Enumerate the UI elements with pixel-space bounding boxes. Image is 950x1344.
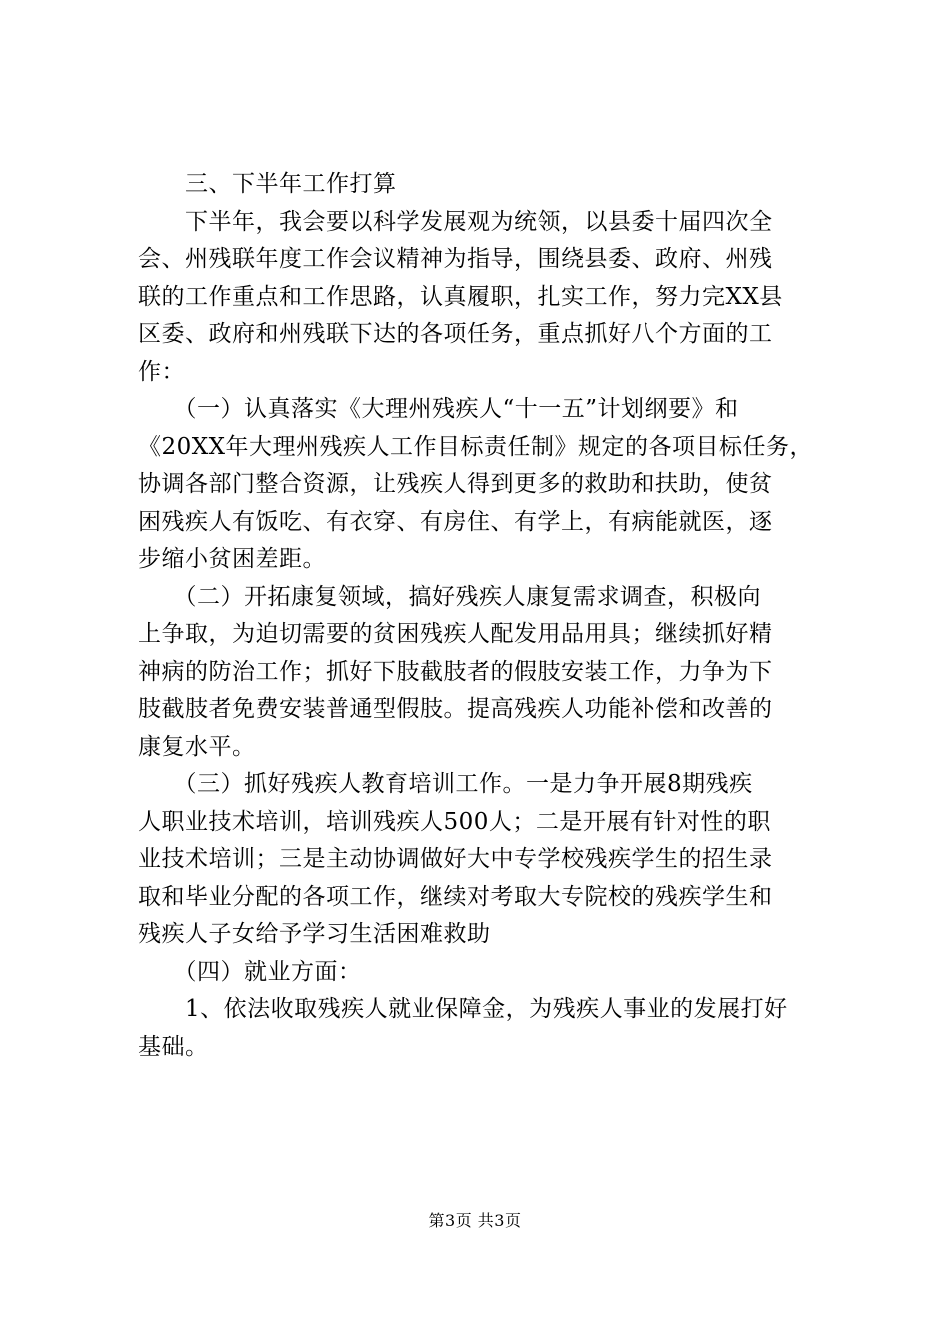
paragraph-line: 神病的防治工作；抓好下肢截肢者的假肢安装工作，力争为下: [138, 658, 773, 685]
paragraph-line: 会、州残联年度工作会议精神为指导，围绕县委、政府、州残: [138, 246, 773, 272]
subsection-heading: （四）就业方面：: [138, 958, 362, 985]
paragraph-line: 步缩小贫困差距。: [138, 546, 326, 572]
paragraph-line: 《20XX年大理州残疾人工作目标责任制》规定的各项目标任务，: [138, 433, 814, 460]
paragraph-line: 联的工作重点和工作思路，认真履职，扎实工作，努力完XX县: [138, 283, 783, 310]
paragraph-line: 上争取，为迫切需要的贫困残疾人配发用品用具；继续抓好精: [138, 621, 773, 647]
paragraph-line: 基础。: [138, 1033, 209, 1060]
paragraph-line: 残疾人子女给予学习生活困难救助: [138, 921, 491, 947]
paragraph-line: （二）开拓康复领域，搞好残疾人康复需求调查，积极向: [138, 583, 761, 610]
paragraph-line: 困残疾人有饭吃、有衣穿、有房住、有学上，有病能就医，逐: [138, 508, 773, 535]
section-heading: 三、下半年工作打算: [138, 171, 397, 197]
paragraph-line: 区委、政府和州残联下达的各项任务，重点抓好八个方面的工: [138, 321, 773, 347]
paragraph-line: （三）抓好残疾人教育培训工作。一是力争开展8期残疾: [138, 771, 753, 797]
paragraph-line: 业技术培训；三是主动协调做好大中专学校残疾学生的招生录: [138, 846, 773, 872]
paragraph-line: 康复水平。: [138, 733, 256, 760]
paragraph-line: 协调各部门整合资源，让残疾人得到更多的救助和扶助，使贫: [138, 471, 773, 497]
paragraph-line: 下半年，我会要以科学发展观为统领，以县委十届四次全: [138, 208, 773, 235]
document-body: [138, 166, 818, 1066]
paragraph-line: 肢截肢者免费安装普通型假肢。提高残疾人功能补偿和改善的: [138, 696, 773, 722]
page-footer: 第3页 共3页: [428, 1211, 522, 1230]
paragraph-line: （一）认真落实《大理州残疾人“十一五”计划纲要》和: [138, 396, 739, 422]
paragraph-line: 作：: [138, 358, 185, 385]
paragraph-line: 取和毕业分配的各项工作，继续对考取大专院校的残疾学生和: [138, 883, 773, 910]
paragraph-line: 人职业技术培训，培训残疾人500人；二是开展有针对性的职: [138, 808, 771, 835]
paragraph-line: 1、依法收取残疾人就业保障金，为残疾人事业的发展打好: [138, 996, 788, 1022]
